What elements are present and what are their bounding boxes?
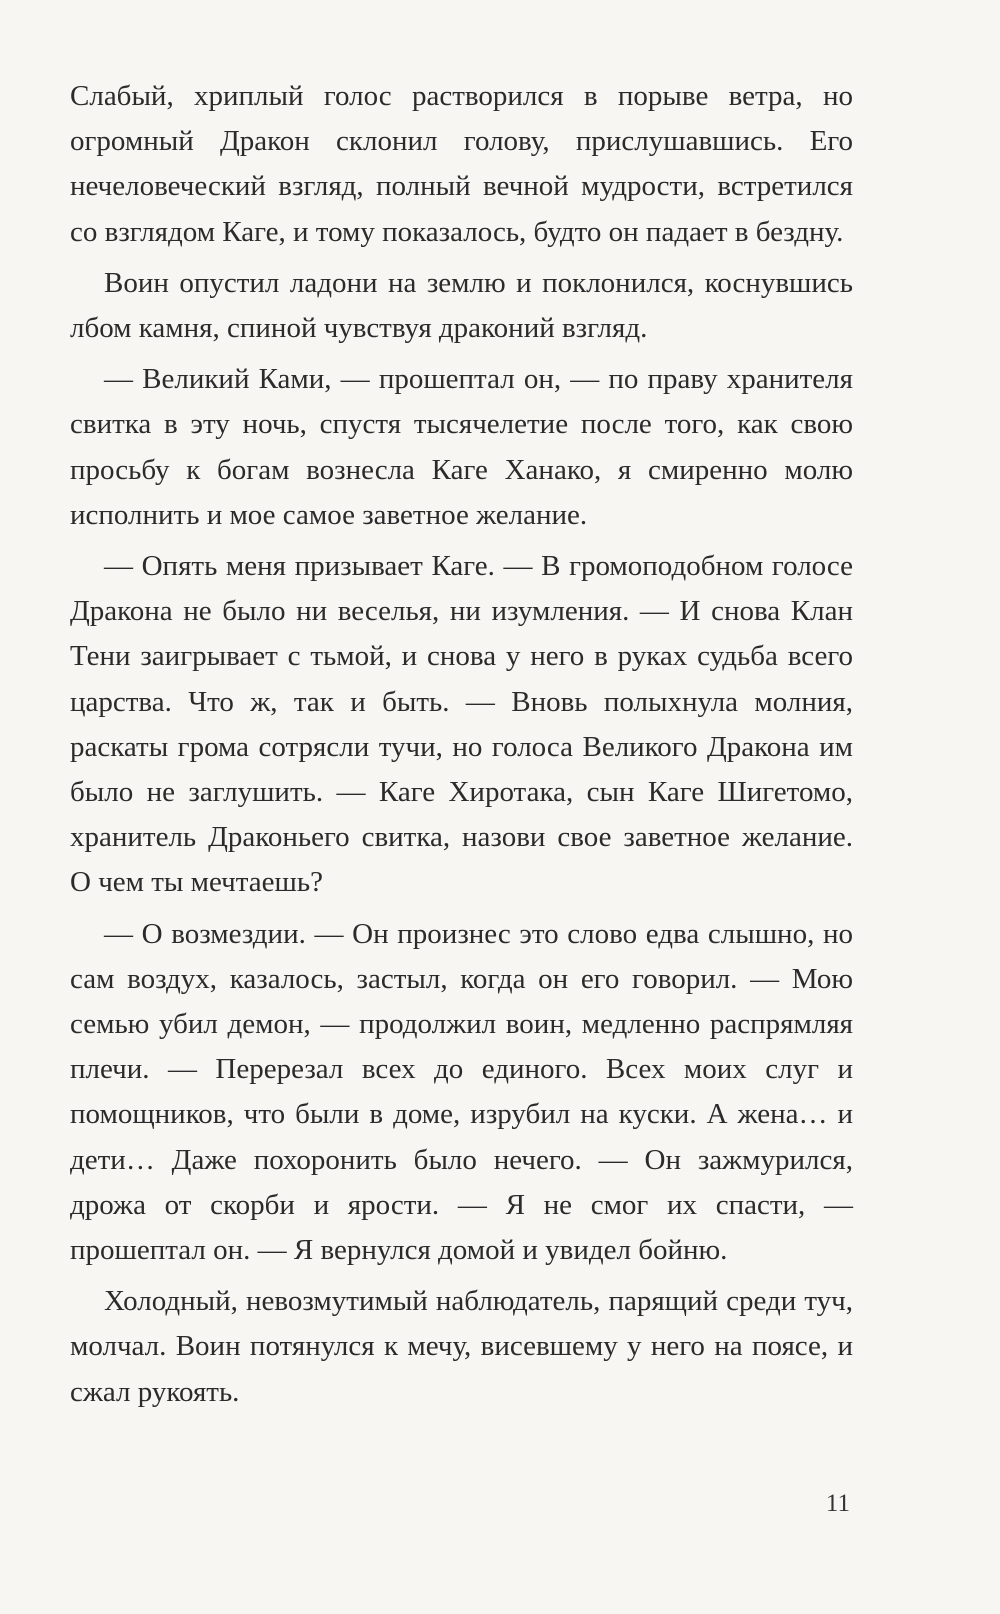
- paragraph-1: Слабый, хриплый голос растворился в порыве ветра, но огромный Дракон склонил голову, прислушавшись. Его нечеловеческий взгляд, полный вечной мудрости, встретился со взглядом Каге, и тому показалось, будто он падает в бездну.: [70, 80, 853, 248]
- paragraph-3: — Великий Ками, — прошептал он, — по праву хранителя свитка в эту ночь, спустя тысячелетие после того, как свою просьбу к богам вознесла Каге Ханако, я смиренно молю исполнить и мое самое заветное желание.: [70, 363, 853, 531]
- paragraph-2: Воин опустил ладони на землю и поклонился, коснувшись лбом камня, спиной чувствуя драконий взгляд.: [70, 266, 853, 345]
- body-text: [70, 74, 853, 1421]
- page-number: 11: [825, 1490, 850, 1517]
- paragraph-6: Холодный, невозмутимый наблюдатель, парящий среди туч, молчал. Воин потянулся к мечу, висевшему у него на поясе, и сжал рукоять.: [70, 1285, 853, 1408]
- paragraph-5: — О возмездии. — Он произнес это слово едва слышно, но сам воздух, казалось, застыл, когда он его говорил. — Мою семью убил демон, — продолжил воин, медленно распрямляя плечи. — Перерезал всех до единого. Всех моих слуг и помощников, что были в доме, изрубил на куски. А жена… и дети… Даже похоронить было нечего. — Он зажмурился, дрожа от скорби и ярости. — Я не смог их спасти, — прошептал он. — Я вернулся домой и увидел бойню.: [70, 917, 853, 1267]
- paragraph-4: — Опять меня призывает Каге. — В громоподобном голосе Дракона не было ни веселья, ни изумления. — И снова Клан Тени заигрывает с тьмой, и снова у него в руках судьба всего царства. Что ж, так и быть. — Вновь полыхнула молния, раскаты грома сотрясли тучи, но голоса Великого Дракона им было не заглушить. — Каге Хиротака, сын Каге Шигетомо, хранитель Драконьего свитка, назови свое заветное желание. О чем ты мечтаешь?: [70, 550, 853, 899]
